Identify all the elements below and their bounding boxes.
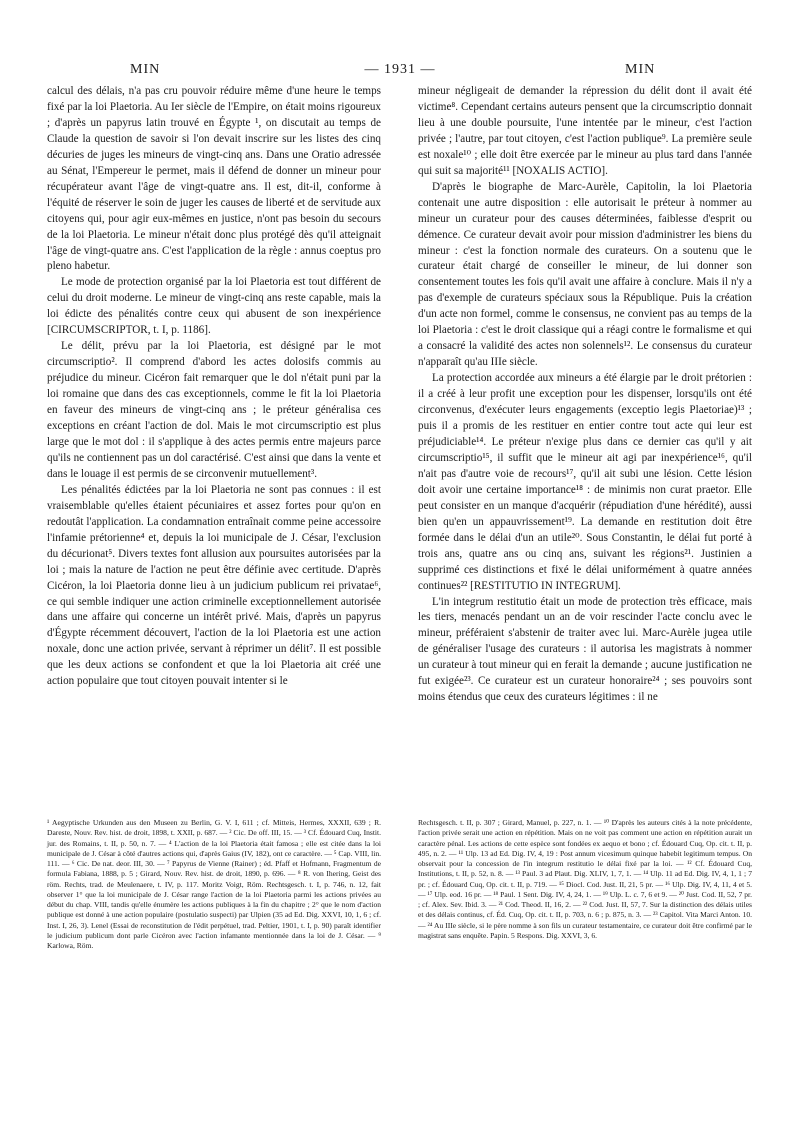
left-text-column [47,84,381,690]
paragraph: D'après le biographe de Marc-Aurèle, Capitolin, la loi Plaetoria contenait une autre disposition : elle autorisait le préteur à nommer au mineur un curateur pour des causes déterminées, faiblesse d'esprit ou démence. Ce curateur devait avoir pour mission d'administrer les biens du mineur : c'est la fonction normale des curateurs. On a soutenu que le curateur était chargé de conseiller le mineur, de lui donner son consentement toutes les fois qu'il avait une affaire à conclure. Mais il n'y a pas d'exemple de curateurs spéciaux sous la République. Puis la création d'un acte non formel, comme le consensus, ne convient pas au temps de la loi Plaetoria : c'est le droit classique qui a réagi contre le formalisme et qui a consacré la validité des actes non solennels¹². Le consensus du curateur n'apparaît qu'au IIIe siècle. [418,180,752,369]
paragraph: mineur négligeait de demander la répression du délit dont il avait été victime⁸. Cependant certains auteurs pensent que la circumscriptio donnait lieu à une double poursuite, l'une intentée par le mineur, c'est l'action privée ; l'autre, par tout citoyen, c'est l'action publique⁹. La première seule est noxale¹⁰ ; elle doit être exercée par le mineur au plus tard dans l'année qui suit sa majorité¹¹ [NOXALIS ACTIO]. [418,85,752,177]
footnotes-left [47,818,381,951]
header-right-word: MIN [625,62,656,77]
right-text-column [418,84,752,706]
paragraph: Le délit, prévu par la loi Plaetoria, est désigné par le mot circumscriptio². Il comprend d'abord les actes dolosifs commis au préjudice du mineur. Cicéron fait remarquer que le dol n'était puni par la loi romaine que dans des cas exceptionnels, comme le fit la loi Plaetoria en faveur des mineurs de vingt-cinq ans ; le préteur généralisa ces exceptions en créant l'action de dol. Mais le mot circumscriptio est plus large que le mot dol : il s'applique à des actes permis entre majeurs parce qu'ils ne contiennent pas un dol caractérisé. C'est ainsi que dans la vente et dans le louage il est permis de se circonvenir mutuellement³. [47,340,381,480]
footnote-text: Rechtsgesch. t. II, p. 307 ; Girard, Manuel, p. 227, n. 1. — ¹⁰ D'après les auteurs cités à la note précédente, l'action privée serait une action en répétition. Mais on ne voit pas comment une action en répétition aurait un caractère pénal. Les actions de cette espèce sont fondées ex aequo et bono ; cf. Édouard Cuq, Op. cit. t. II, p. 495, n. 2. — ¹¹ Ulp. 13 ad Ed. Dig. IV, 4, 19 : Post annum vicesimum quinque habebit legitimum tempus. On observait pour la concession de l'in integrum restitutio le délai fixé par la loi. — ¹² Cf. Édouard Cuq, Institutions, t. II, p. 52, n. 8. — ¹³ Paul. 3 ad Plaut. Dig. XLIV, 1, 7, 1. — ¹⁴ Ulp. 11 ad Ed. Dig. IV, 4, 1, 1 ; 7 pr. ; cf. Édouard Cuq, Op. cit. t. II, p. 719. — ¹⁵ Diocl. Cod. Just. II, 21, 5 pr. — ¹⁶ Ulp. Dig. IV, 4, 11, 4 et 5. — ¹⁷ Ulp. eod. 16 pr. — ¹⁸ Paul. 1 Sent. Dig. IV, 4, 24, 1. — ¹⁹ Ulp. L. c. 7, 6 et 9. — ²⁰ Just. Cod. II, 52, 7 pr. ; cf. Alex. Sev. Ibid. 3. — ²¹ Cod. Theod. II, 16, 2. — ²² Cod. Just. II, 57, 7. Sur la distinction des délais utiles et des délais continus, cf. Éd. Cuq, Op. cit. t. II, p. 703, n. 6 ; p. 875, n. 3. — ²³ Capitol. Vita Marci Anton. 10. — ²⁴ Au IIIe siècle, si le père nomme à son fils un curateur testamentaire, ce curateur doit être confirmé par le magistrat sans enquête. Papin. 5 Respons. Dig. XXVI, 3, 6. [418,818,752,940]
paragraph: Les pénalités édictées par la loi Plaetoria ne sont pas connues : il est vraisemblable qu'elles étaient pécuniaires et assez fortes pour qu'on en redoutât l'application. La condamnation entraînait comme peine accessoire l'infamie prétorienne⁴ et, depuis la loi municipale de J. César, l'exclusion du décurionat⁵. Divers textes font allusion aux poursuites autorisées par la loi ; mais la nature de l'action ne peut être définie avec certitude. D'après Cicéron, la loi Plaetoria donne lieu à un judicium publicum rei privatae⁶, ce qui semble indiquer une action criminelle exceptionnellement autorisée dans une affaire qui concerne un intérêt privé. Mais, d'après un papyrus d'Égypte récemment découvert, l'action de la loi Plaetoria est une action noxale, donc une action privée, servant à réprimer un délit⁷. Il est possible que les deux actions se confondent et que la loi Plaetoria ait créé une action populaire que tout citoyen pouvait intenter si le [47,483,381,688]
footnotes-right [418,818,752,941]
paragraph: calcul des délais, n'a pas cru pouvoir réduire même d'une heure le temps fixé par la loi Plaetoria. Au Ier siècle de l'Empire, on était moins rigoureux ; d'après un papyrus latin trouvé en Égypte ¹, on discutait au temps de Claude la question de savoir si l'on devait inscrire sur les listes des cinq décuries de juges les mineurs de vingt-cinq ans. Dans une Oratio adressée au Sénat, l'Empereur le permet, mais il défend de donner un mineur pour récupérateur avant l'âge de vingt-quatre ans. Il est, dit-il, conforme à l'équité de réserver le soin de juger les causes de liberté et de servitude aux citoyens qui, pour agir eux-mêmes en justice, n'ont pas besoin du secours de la loi Plaetoria. Le mineur n'était donc plus protégé dès qu'il atteignait l'âge de vingt-quatre ans. C'est l'application de la règle : annus coeptus pro pleno habetur. [47,85,381,273]
paragraph: Le mode de protection organisé par la loi Plaetoria est tout différent de celui du droit moderne. Le mineur de vingt-cinq ans reste capable, mais la loi édicte des pénalités contre ceux qui abusent de son inexpérience [CIRCUMSCRIPTOR, t. I, p. 1186]. [47,276,381,337]
header-left-word: MIN [130,62,161,77]
footnote-text: ¹ Aegyptische Urkunden aus den Museen zu Berlin, G. V. I, 611 ; cf. Mitteis, Hermes, XXXII, 639 ; R. Dareste, Nouv. Rev. hist. de droit, 1898, t. XXII, p. 687. — ² Cic. De off. III, 15. — ³ Cf. Édouard Cuq, Instit. jur. des Romains, t. II, p. 50, n. 7. — ⁴ L'action de la loi Plaetoria était famosa ; elle est citée dans la loi municipale de J. César à côté d'autres actions qui, d'après Gaius (IV, 182), ont ce caractère. — ⁵ Cap. VIII, lin. 111. — ⁶ Cic. De nat. deor. III, 30. — ⁷ Papyrus de Vienne (Rainer) ; éd. Pfaff et Hofmann, Fragmentum de formula Fabiana, 1888, p. 5 ; Girard, Nouv. Rev. hist. de droit, 1890, p. 696. — ⁸ R. von Ihering, Geist des röm. Rechts, trad. de Meulenaere, t. IV, p. 117. Moritz Voigt, Röm. Rechtsgesch. t. I, p. 746, n. 12, fait observer 1° que la loi municipale de J. César range l'action de la loi Plaetoria parmi les actions privées au début du chap. VIII, tandis qu'elle énumère les actions publiques à la fin du chapitre ; 2° que le nom d'action publique est donné à une action populaire (postulatio suspecti) par Ulpien (35 ad Ed. Dig. XXVI, 10, 1, 6 ; cf. Inst. I, 26, 3). Lenel (Essai de reconstitution de l'édit perpétuel, trad. Peltier, 1901, t. I, p. 90) paraît identifier le judicium publicum dont parle Cicéron avec l'action infamante mentionnée dans la loi de J. César. — ⁹ Karlowa, Röm. [47,818,381,950]
page-number: — 1931 — [364,62,436,77]
paragraph: La protection accordée aux mineurs a été élargie par le droit prétorien : il a créé à leur profit une exception pour les dispenser, lorsqu'ils ont été circonvenus, d'exécuter leurs engagements (exceptio legis Plaetoriae)¹³ ; puis il a promis de les restituer en entier contre tout acte qui leur est préjudiciable¹⁴. Le préteur n'exige plus dans ce dernier cas qu'il y ait circumscriptio¹⁵, il suffit que le mineur ait agi par inexpérience¹⁶, qu'il n'ait pas d'autre voie de recours¹⁷, qu'il ait subi une lésion. Cette lésion doit avoir une certaine importance¹⁸ : de minimis non curat praetor. Elle peut consister en un manque d'acquérir (répudiation d'une hérédité), aussi bien qu'en un appauvrissement¹⁹. La demande en restitution doit être formée dans le délai d'un an utile²⁰. Sous Constantin, le délai fut porté à trois ans, quatre ans ou cinq ans, suivant les régions²¹. Justinien a supprimé ces distinctions et fixé le délai uniformément à quatre années continues²² [RESTITUTIO IN INTEGRUM]. [418,372,752,592]
paragraph: L'in integrum restitutio était un mode de protection très efficace, mais les tiers, menacés pendant un an de voir rescinder l'acte conclu avec le mineur, préféraient s'abstenir de traiter avec lui. Marc-Aurèle jugea utile de généraliser l'usage des curateurs : il autorisa les magistrats à nommer un curateur à tout mineur qui en ferait la demande ; aucune justification ne fut exigée²³. Ce curateur est un curateur honoraire²⁴ ; ses pouvoirs sont moins étendus que ceux des curateurs légitimes : il ne [418,595,752,704]
running-header [0,62,800,82]
